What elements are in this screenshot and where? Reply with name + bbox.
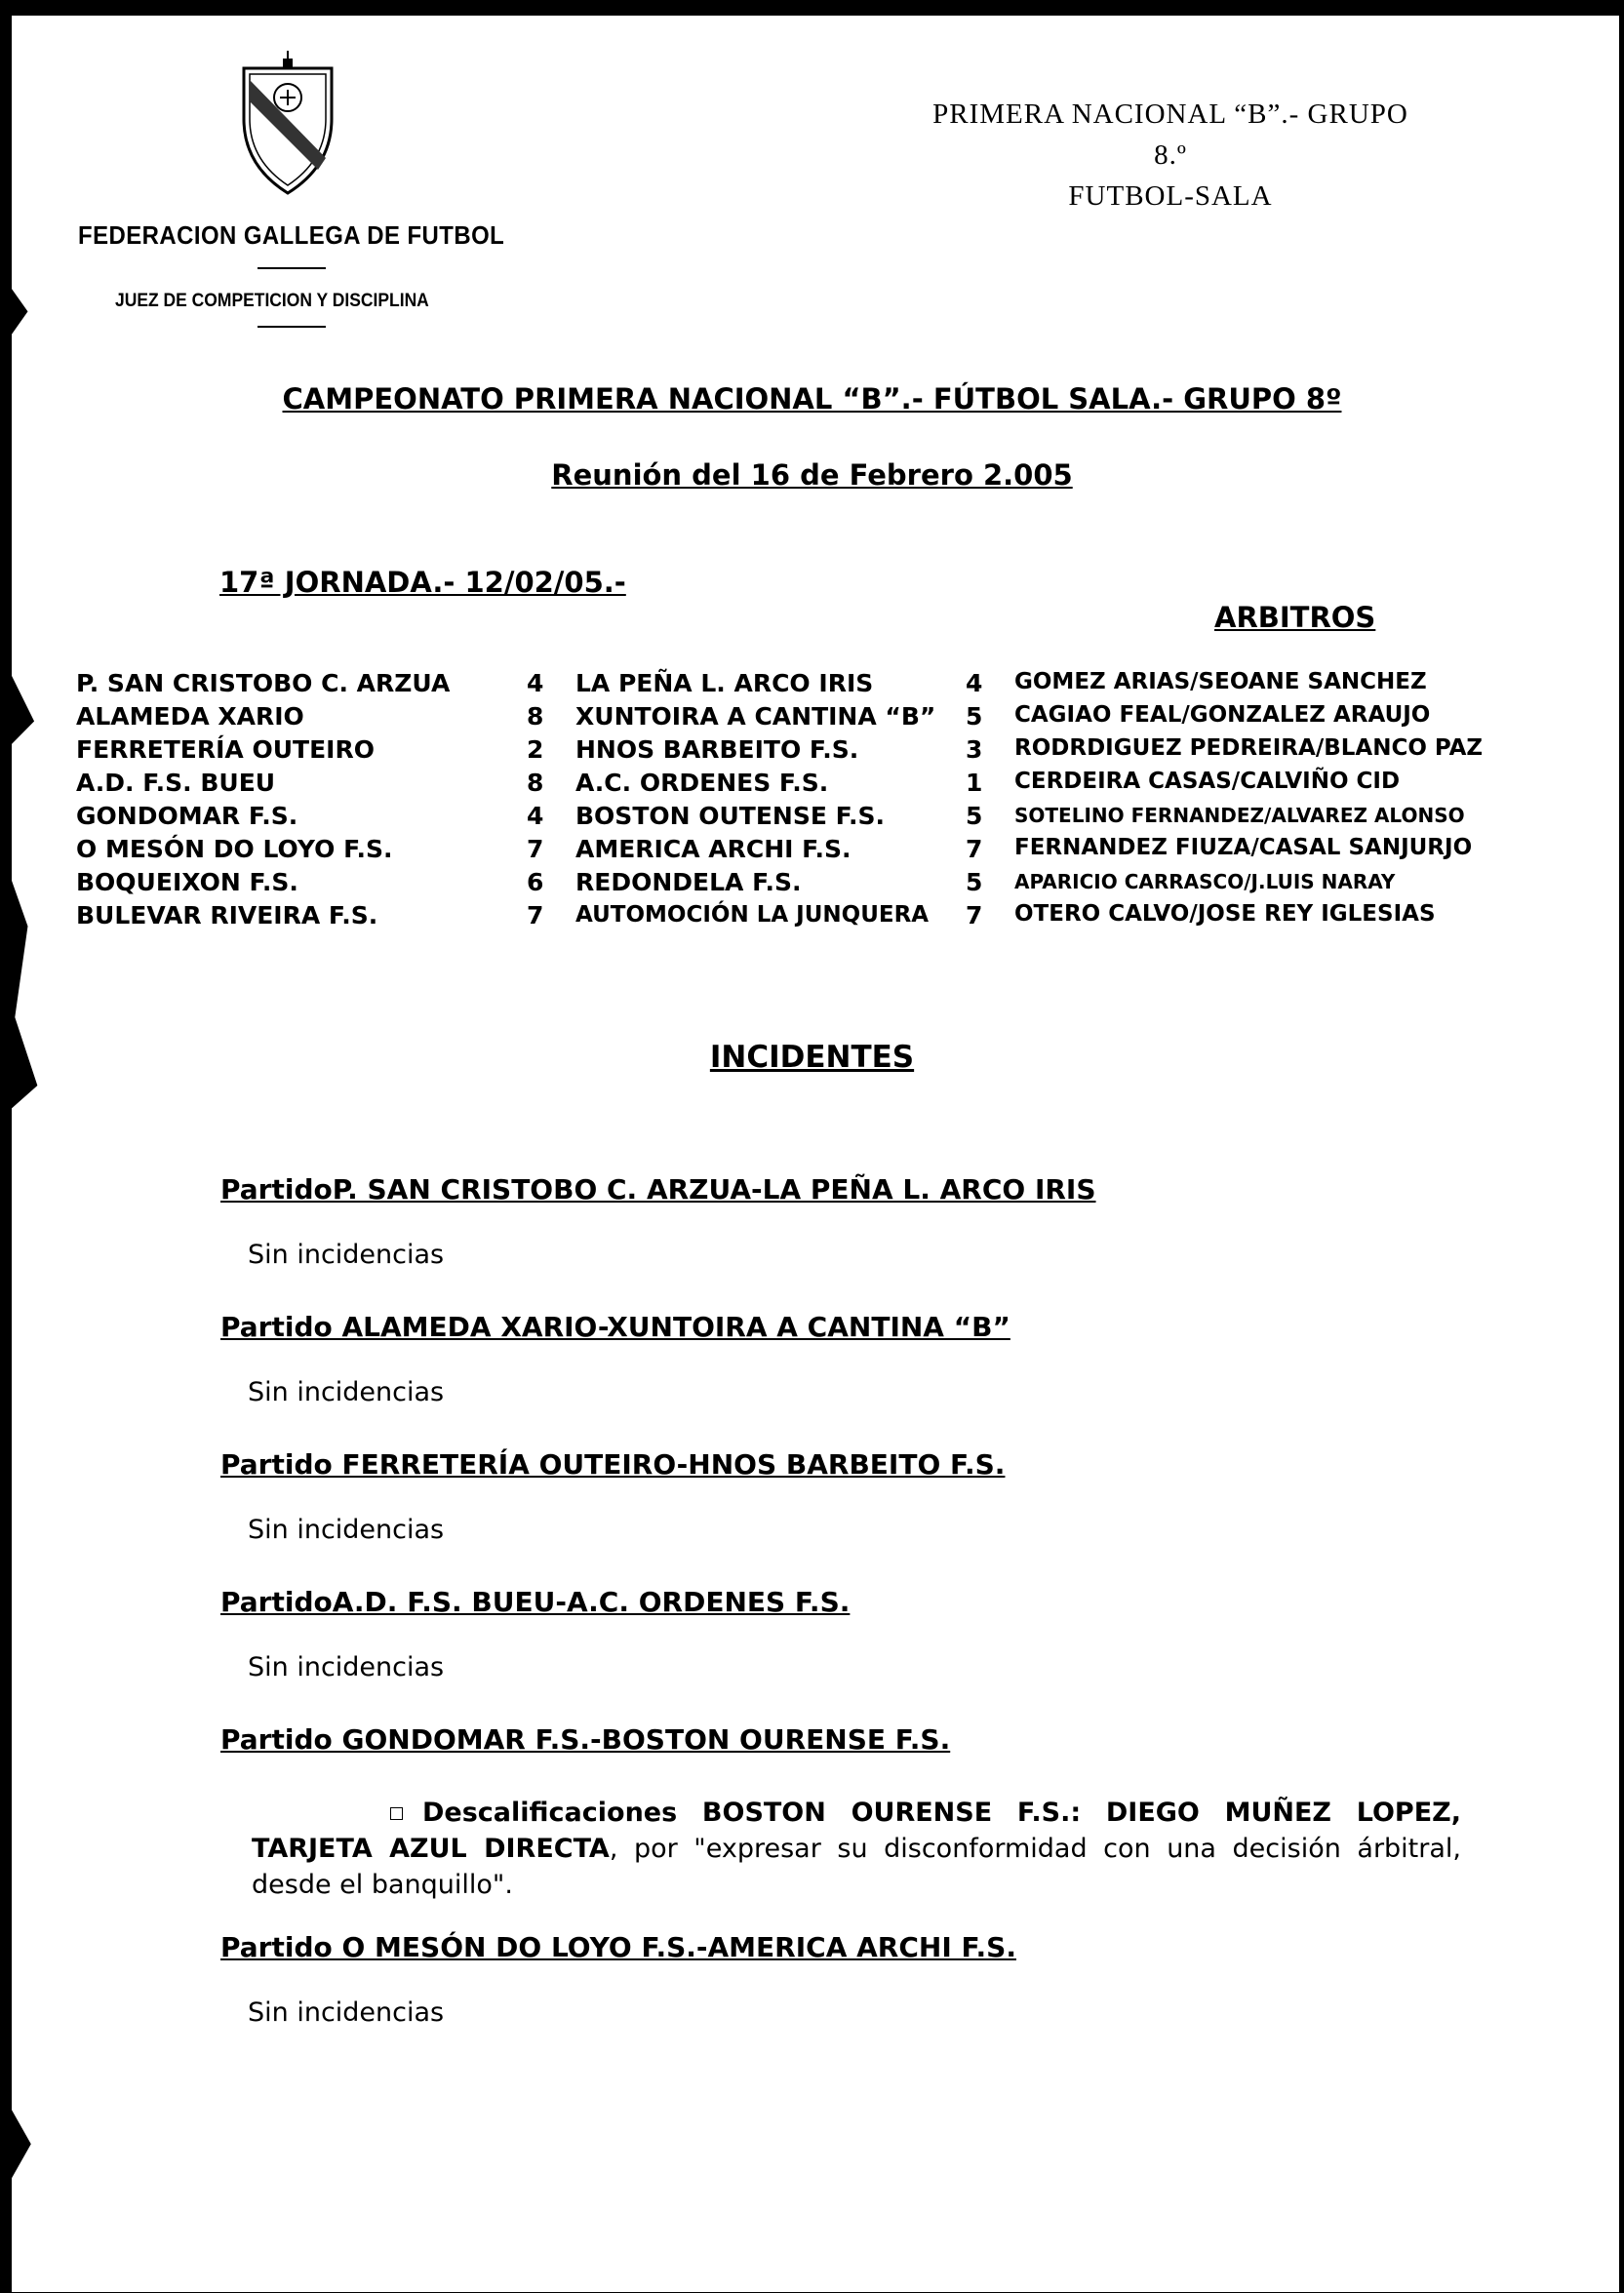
match-incident [220,1445,1488,1547]
federation-crest-icon [234,51,341,197]
divider [257,267,326,269]
away-team: REDONDELA F.S. [575,868,802,896]
home-score: 2 [527,735,544,764]
home-score: 7 [527,835,544,863]
home-team: BULEVAR RIVEIRA F.S. [76,901,378,929]
league-line-2: FUTBOL-SALA [1068,180,1273,212]
away-score: 4 [966,669,983,697]
match-note: Sin incidencias [248,1377,445,1407]
league-header [917,94,1424,217]
match-incident [220,1583,1488,1684]
home-score: 6 [527,868,544,896]
home-score: 7 [527,901,544,929]
match-note: Sin incidencias [248,1240,445,1270]
referees: RODRDIGUEZ PEDREIRA/BLANCO PAZ [1014,735,1484,761]
match-incident [220,1720,1488,1903]
referees: OTERO CALVO/JOSE REY IGLESIAS [1014,901,1436,927]
home-team: O MESÓN DO LOYO F.S. [76,835,393,863]
home-team: FERRETERÍA OUTEIRO [76,735,375,764]
home-score: 4 [527,802,544,830]
league-line-1: PRIMERA NACIONAL “B”.- GRUPO 8.º [932,99,1408,171]
referees: FERNANDEZ FIUZA/CASAL SANJURJO [1014,835,1473,860]
match-title: PartidoA.D. F.S. BUEU-A.C. ORDENES F.S. [220,1586,851,1618]
match-note: Sin incidencias [248,1997,445,2028]
away-team: BOSTON OUTENSE F.S. [575,802,886,830]
match-title: Partido O MESÓN DO LOYO F.S.-AMERICA ARCHI F.S. [220,1931,1016,1963]
bullet-square-icon [390,1807,403,1820]
disqualification-note [252,1795,1461,1903]
referees: GOMEZ ARIAS/SEOANE SANCHEZ [1014,669,1427,694]
match-incident [220,1928,1488,2030]
divider [257,326,326,328]
match-title: Partido ALAMEDA XARIO-XUNTOIRA A CANTINA “B” [220,1311,1010,1343]
away-score: 5 [966,802,983,830]
committee-name: JUEZ DE COMPETICION Y DISCIPLINA [115,291,429,311]
jornada-heading: 17ª JORNADA.- 12/02/05.- [219,566,626,599]
away-score: 5 [966,702,983,731]
home-team: ALAMEDA XARIO [76,702,304,731]
away-score: 1 [966,769,983,797]
referees-heading: ARBITROS [1214,601,1376,634]
away-team: LA PEÑA L. ARCO IRIS [575,669,874,697]
document-title: CAMPEONATO PRIMERA NACIONAL “B”.- FÚTBOL SALA.- GRUPO 8º [282,382,1342,415]
home-team: P. SAN CRISTOBO C. ARZUA [76,669,451,697]
match-title: Partido GONDOMAR F.S.-BOSTON OURENSE F.S. [220,1723,951,1756]
away-score: 7 [966,835,983,863]
home-team: A.D. F.S. BUEU [76,769,276,797]
home-score: 4 [527,669,544,697]
referees: CERDEIRA CASAS/CALVIÑO CID [1014,769,1401,794]
away-team: AMERICA ARCHI F.S. [575,835,852,863]
referees: CAGIAO FEAL/GONZALEZ ARAUJO [1014,702,1431,728]
away-team: A.C. ORDENES F.S. [575,769,829,797]
home-team: BOQUEIXON F.S. [76,868,298,896]
incidents-heading: INCIDENTES [709,1040,915,1075]
referees: APARICIO CARRASCO/J.LUIS NARAY [1014,870,1396,893]
match-incident [220,1308,1488,1409]
away-team: HNOS BARBEITO F.S. [575,735,859,764]
home-score: 8 [527,702,544,731]
incidents-list [220,1170,1488,2066]
home-score: 8 [527,769,544,797]
away-team: AUTOMOCIÓN LA JUNQUERA [575,902,930,928]
match-title: PartidoP. SAN CRISTOBO C. ARZUA-LA PEÑA L. ARCO IRIS [220,1173,1096,1206]
match-title: Partido FERRETERÍA OUTEIRO-HNOS BARBEITO F.S. [220,1448,1006,1481]
away-score: 3 [966,735,983,764]
federation-name: FEDERACION GALLEGA DE FUTBOL [78,220,505,250]
match-incident [220,1170,1488,1272]
match-note: Sin incidencias [248,1652,445,1682]
meeting-date: Reunión del 16 de Febrero 2.005 [551,458,1073,492]
away-score: 5 [966,868,983,896]
match-note: Sin incidencias [248,1515,445,1545]
away-team: XUNTOIRA A CANTINA “B” [575,702,936,731]
referees: SOTELINO FERNANDEZ/ALVAREZ ALONSO [1014,804,1465,827]
away-score: 7 [966,901,983,929]
disqualification-reason: , por "expresar su disconformidad con una decisión árbitral, desde el banquillo". [252,1834,1462,1900]
disqualification-label: Descalificaciones BOSTON OURENSE F.S.: DIEGO MUÑEZ LOPEZ, TARJETA AZUL DIRECTA [252,1798,1461,1864]
home-team: GONDOMAR F.S. [76,802,298,830]
